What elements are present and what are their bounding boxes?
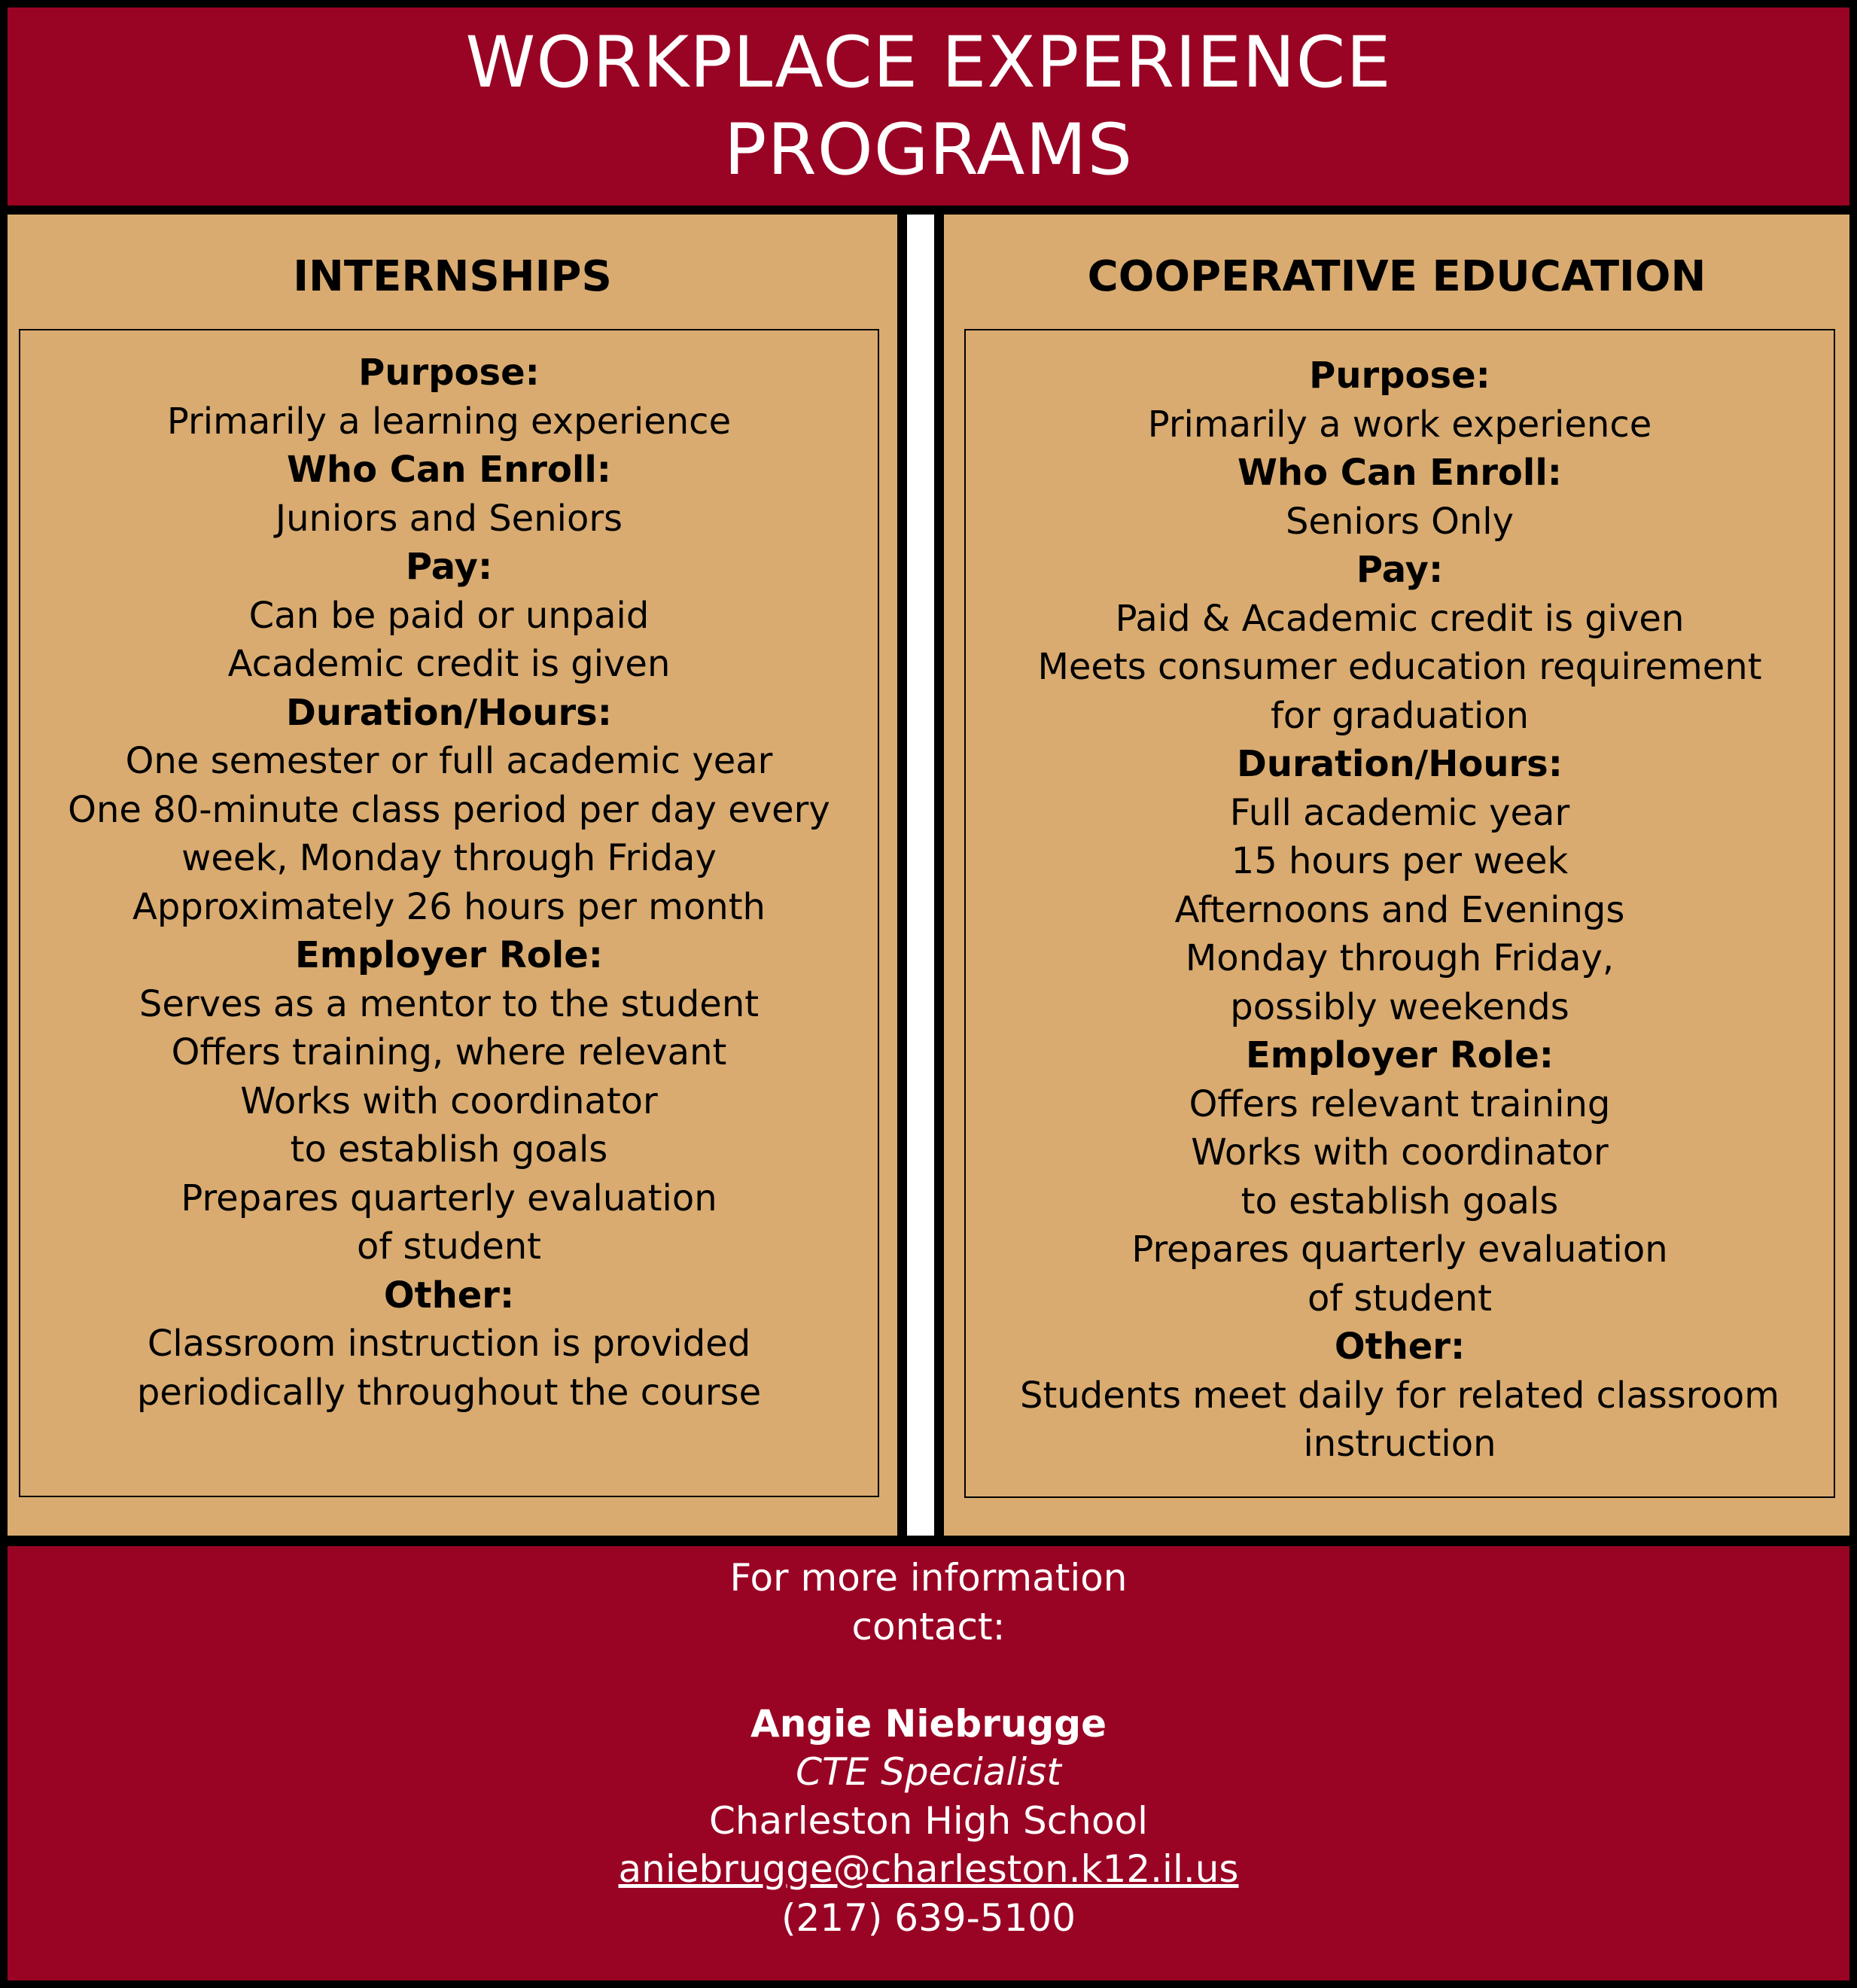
- contact-role: CTE Specialist: [796, 1750, 1061, 1794]
- purpose-label: Purpose:: [1309, 355, 1490, 397]
- internships-title: INTERNSHIPS: [293, 252, 612, 301]
- employer-role-label: Employer Role:: [1246, 1034, 1554, 1076]
- duration-text: Monday through Friday,: [1185, 937, 1615, 979]
- duration-label: Duration/Hours:: [1237, 743, 1563, 785]
- duration-text: Afternoons and Evenings: [1174, 888, 1625, 931]
- enroll-text: Juniors and Seniors: [275, 497, 623, 540]
- page-title-line-2: PROGRAMS: [723, 108, 1134, 191]
- duration-text: possibly weekends: [1230, 985, 1569, 1028]
- contact-email-link[interactable]: aniebrugge@charleston.k12.il.us: [618, 1847, 1239, 1891]
- duration-text: One semester or full academic year: [125, 740, 773, 782]
- coop-panel: [944, 215, 1849, 1536]
- internships-panel: [8, 215, 897, 1536]
- employer-role-text: Works with coordinator: [1191, 1131, 1609, 1174]
- employer-role-text: of student: [1307, 1277, 1492, 1320]
- employer-role-text: to establish goals: [290, 1128, 608, 1171]
- coop-title: COOPERATIVE EDUCATION: [1087, 252, 1706, 301]
- employer-role-text: Prepares quarterly evaluation: [1131, 1228, 1668, 1271]
- duration-text: 15 hours per week: [1231, 840, 1569, 882]
- duration-text: week, Monday through Friday: [181, 837, 717, 879]
- other-text: periodically throughout the course: [136, 1371, 762, 1414]
- pay-text: Can be paid or unpaid: [248, 594, 650, 637]
- contact-intro-2: contact:: [851, 1604, 1006, 1649]
- contact-school: Charleston High School: [708, 1798, 1149, 1843]
- enroll-text: Seniors Only: [1285, 500, 1515, 543]
- employer-role-label: Employer Role:: [295, 934, 603, 976]
- employer-role-text: Works with coordinator: [240, 1079, 658, 1122]
- contact-intro: For more information: [729, 1556, 1128, 1600]
- other-label: Other:: [383, 1274, 515, 1317]
- employer-role-text: Offers relevant training: [1189, 1082, 1611, 1125]
- purpose-text: Primarily a learning experience: [166, 400, 732, 443]
- other-label: Other:: [1334, 1326, 1466, 1368]
- duration-label: Duration/Hours:: [286, 691, 612, 734]
- employer-role-text: Prepares quarterly evaluation: [181, 1177, 717, 1219]
- employer-role-text: Serves as a mentor to the student: [139, 982, 760, 1025]
- duration-text: One 80-minute class period per day every: [68, 788, 830, 831]
- page-title-line-1: WORKPLACE EXPERIENCE: [465, 21, 1392, 104]
- pay-label: Pay:: [1356, 549, 1444, 591]
- panel-divider: [907, 215, 934, 1536]
- contact-footer: [8, 1546, 1849, 1980]
- duration-text: Approximately 26 hours per month: [132, 885, 766, 928]
- other-text: instruction: [1303, 1423, 1496, 1465]
- other-text: Students meet daily for related classroom: [1020, 1374, 1779, 1417]
- employer-role-text: Offers training, where relevant: [171, 1031, 727, 1073]
- internships-details: [19, 329, 879, 1497]
- employer-role-text: of student: [356, 1225, 541, 1268]
- coop-details: [964, 329, 1835, 1498]
- contact-phone: (217) 639-5100: [781, 1895, 1076, 1940]
- enroll-label: Who Can Enroll:: [1237, 452, 1562, 494]
- other-text: Classroom instruction is provided: [147, 1323, 751, 1365]
- duration-text: Full academic year: [1229, 791, 1570, 834]
- spacer: [8, 1651, 1849, 1700]
- page-header: [8, 8, 1849, 205]
- enroll-label: Who Can Enroll:: [286, 449, 611, 491]
- purpose-text: Primarily a work experience: [1147, 403, 1652, 446]
- pay-text: for graduation: [1270, 694, 1530, 737]
- pay-text: Academic credit is given: [227, 643, 671, 685]
- purpose-label: Purpose:: [358, 352, 540, 394]
- pay-label: Pay:: [405, 546, 493, 588]
- pay-text: Meets consumer education requirement: [1037, 646, 1762, 688]
- pay-text: Paid & Academic credit is given: [1115, 597, 1685, 640]
- employer-role-text: to establish goals: [1241, 1180, 1559, 1222]
- contact-name: Angie Niebrugge: [750, 1701, 1107, 1746]
